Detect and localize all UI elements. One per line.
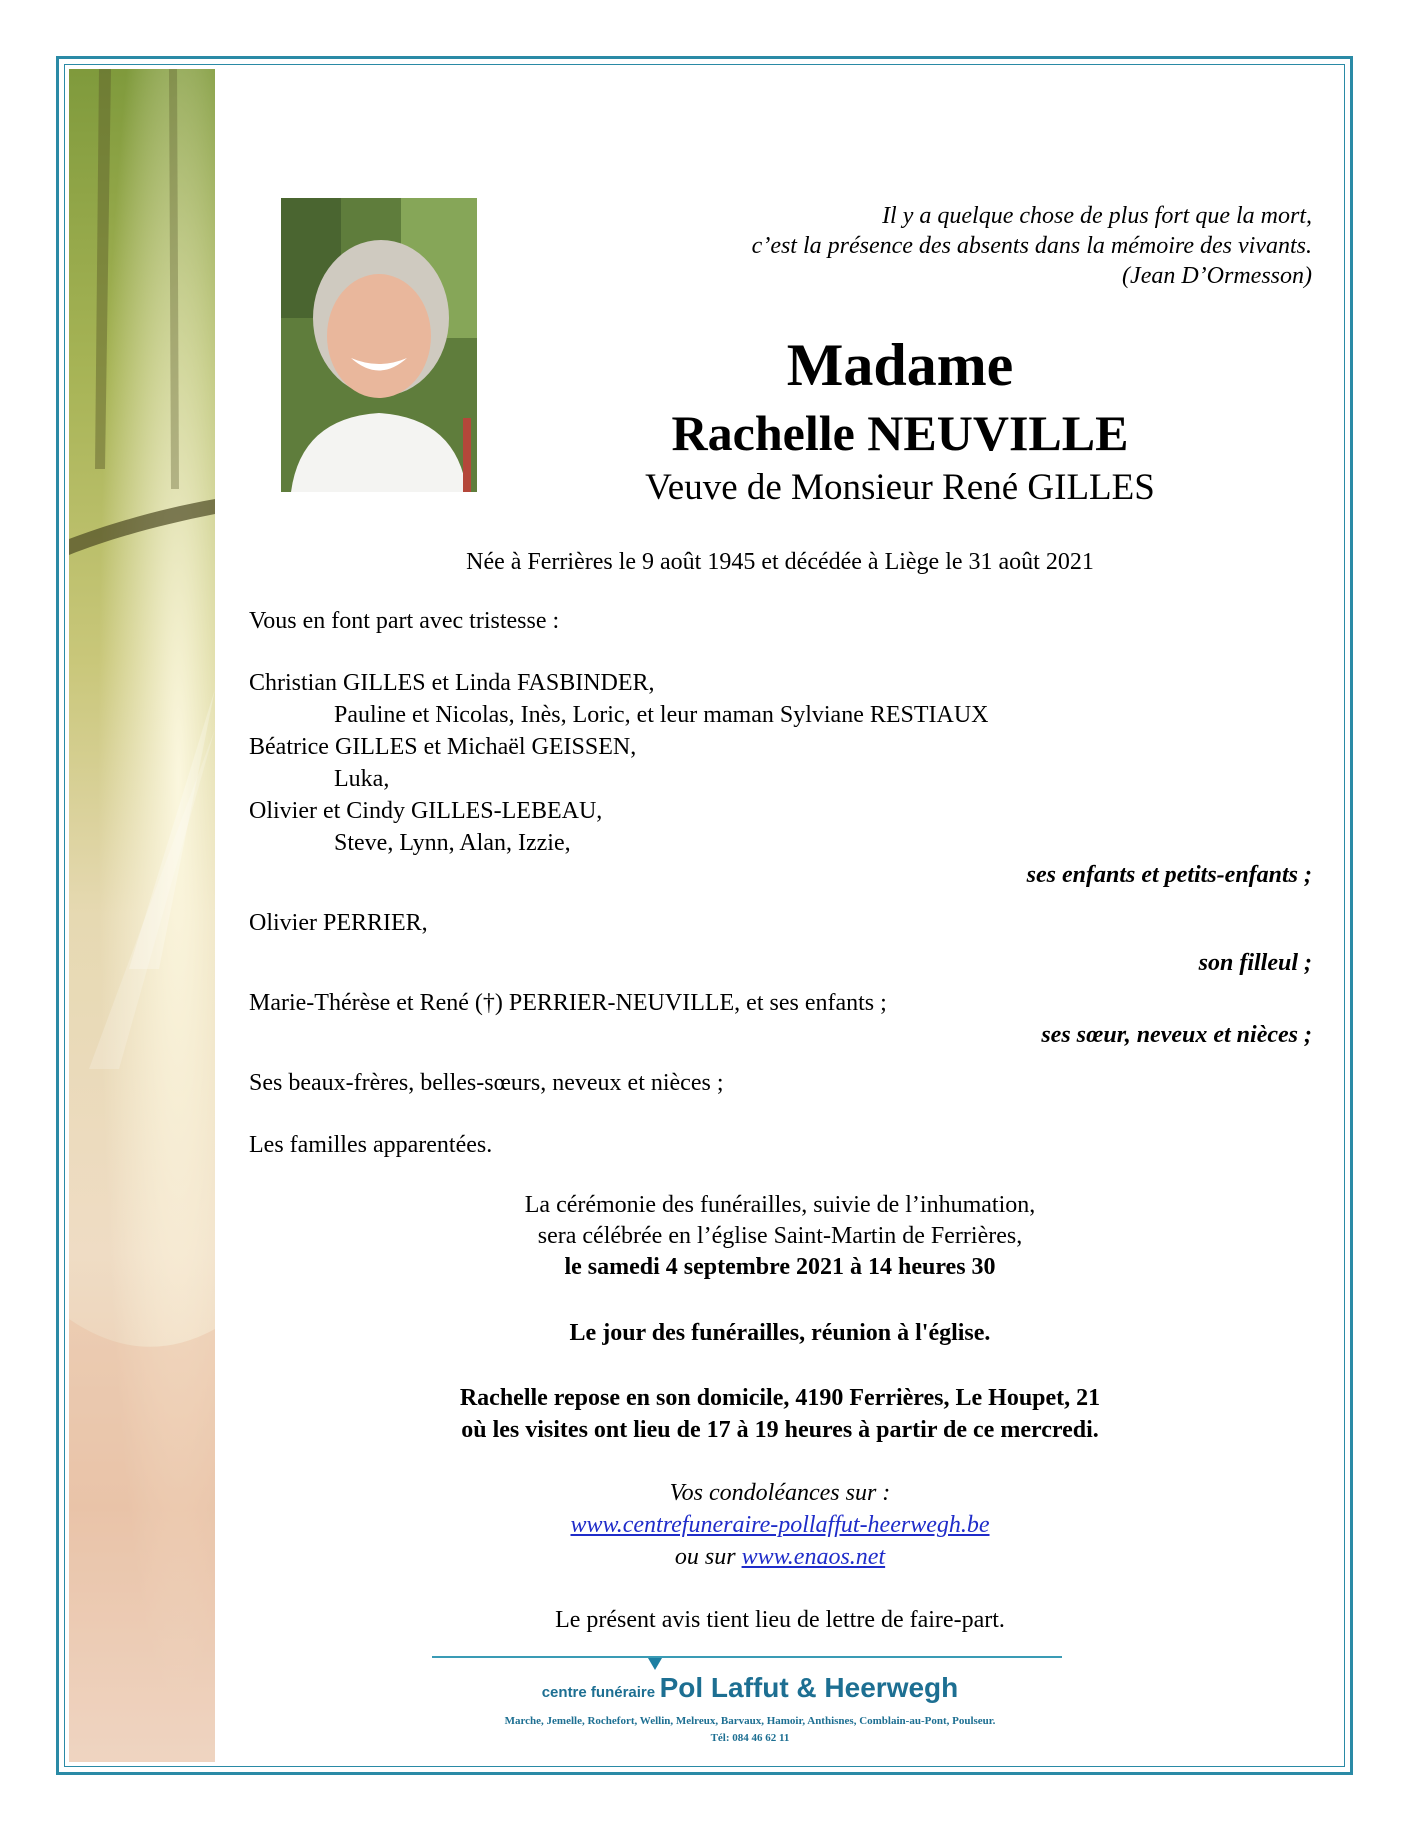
relationship-label: ses sœur, neveux et nièces ;	[1041, 1022, 1312, 1048]
rest-location: Rachelle repose en son domicile, 4190 Ferrières, Le Houpet, 21	[459, 1385, 1101, 1411]
relationship-label: son filleul ;	[1198, 950, 1312, 976]
intro-text: Vous en font part avec tristesse :	[249, 608, 560, 634]
family-line: Steve, Lynn, Alan, Izzie,	[334, 830, 571, 856]
closing-note: Le présent avis tient lieu de lettre de faire-part.	[555, 1607, 1005, 1633]
family-line: Les familles apparentées.	[249, 1132, 493, 1158]
widow-of: Veuve de Monsieur René GILLES	[645, 467, 1155, 508]
birth-death-dates: Née à Ferrières le 9 août 1945 et décédée à Liège le 31 août 2021	[466, 549, 1094, 575]
family-line: Ses beaux-frères, belles-sœurs, neveux et nièces ;	[249, 1070, 724, 1096]
family-line: Marie-Thérèse et René (†) PERRIER-NEUVILLE, et ses enfants ;	[249, 990, 887, 1016]
family-line: Olivier et Cindy GILLES-LEBEAU,	[249, 798, 603, 824]
visiting-hours: où les visites ont lieu de 17 à 19 heures à partir de ce mercredi.	[461, 1417, 1099, 1443]
condolences-alt	[250, 1542, 1310, 1573]
family-line: Luka,	[334, 766, 390, 792]
quote-author: (Jean D’Ormesson)	[1122, 263, 1312, 289]
meeting-note: Le jour des funérailles, réunion à l'église.	[569, 1320, 991, 1346]
deceased-name: Rachelle NEUVILLE	[671, 405, 1129, 461]
portrait-photo	[281, 198, 477, 492]
condolences-link-enaos[interactable]: www.enaos.net	[741, 1544, 886, 1570]
family-line: Béatrice GILLES et Michaël GEISSEN,	[249, 734, 637, 760]
condolences-label: Vos condoléances sur :	[669, 1480, 891, 1506]
footer-phone: Tél: 084 46 62 11	[710, 1732, 790, 1744]
condolences-link-funeral-home[interactable]: www.centrefuneraire-pollaffut-heerwegh.be	[570, 1512, 990, 1538]
ceremony-line: La cérémonie des funérailles, suivie de l’inhumation,	[524, 1192, 1036, 1218]
family-line: Pauline et Nicolas, Inès, Loric, et leur maman Sylviane RESTIAUX	[334, 702, 989, 728]
quote-line-2: c’est la présence des absents dans la mémoire des vivants.	[751, 233, 1312, 259]
footer-divider	[432, 1656, 1062, 1658]
ceremony-line: sera célébrée en l’église Saint-Martin de Ferrières,	[537, 1223, 1023, 1249]
footer-places: Marche, Jemelle, Rochefort, Wellin, Melreux, Barvaux, Hamoir, Anthisnes, Comblain-au-Pont, Poulseur.	[504, 1715, 996, 1727]
deceased-title: Madame	[786, 332, 1014, 398]
family-line: Olivier PERRIER,	[249, 910, 428, 936]
logo-arrow-icon	[648, 1658, 662, 1670]
relationship-label: ses enfants et petits-enfants ;	[1026, 862, 1312, 888]
quote-line-1: Il y a quelque chose de plus fort que la mort,	[882, 203, 1312, 229]
or-label: ou sur	[674, 1544, 736, 1570]
logo-brand-text: Pol Laffut & Heerwegh	[659, 1672, 959, 1703]
footer-address	[380, 1713, 1120, 1747]
logo-small-text: centre funéraire	[541, 1684, 656, 1701]
ceremony-date: le samedi 4 septembre 2021 à 14 heures 30	[564, 1254, 996, 1280]
epigraph-quote	[752, 201, 1312, 291]
funeral-home-logo	[400, 1672, 1100, 1704]
forest-side-image	[69, 69, 215, 1762]
family-line: Christian GILLES et Linda FASBINDER,	[249, 670, 655, 696]
